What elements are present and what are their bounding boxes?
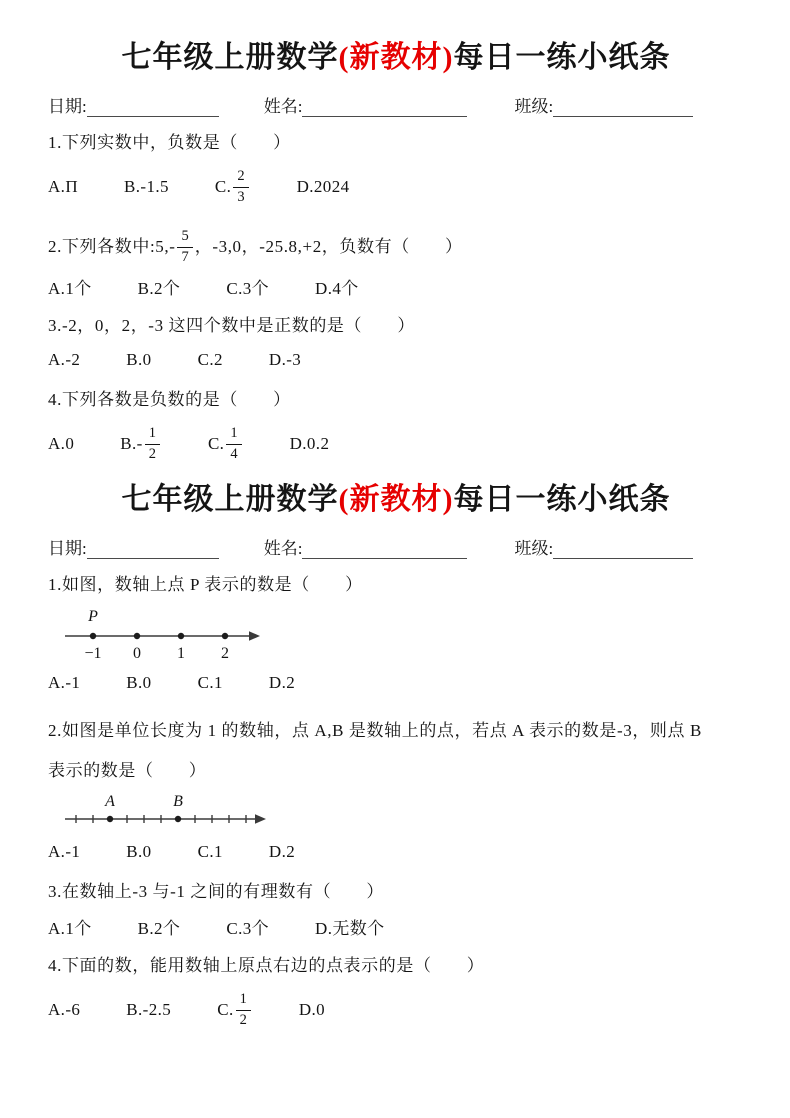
fraction: [226, 426, 241, 461]
option-b: B.-1.5: [124, 177, 169, 196]
field-class: [514, 92, 693, 117]
header-fields: [48, 92, 744, 117]
field-date-label: 日期:: [48, 539, 87, 558]
options-row: [48, 839, 744, 865]
title-pre: 七年级上册数学: [121, 483, 339, 516]
question-4: [48, 388, 744, 467]
option-c: C.2: [197, 350, 223, 369]
numberline-figure-ab: [62, 793, 744, 835]
numberline-tick-label: 1: [177, 645, 185, 662]
field-name-blank: [302, 539, 467, 559]
stem-line-2: 表示的数是（ ）: [48, 761, 207, 780]
option-b: B.2个: [137, 918, 181, 938]
option-b: B.0: [126, 673, 152, 692]
numerator: 5: [177, 229, 192, 247]
option-c: C.1: [197, 673, 223, 692]
option-b: B.2个: [137, 278, 181, 298]
option-c: C.1: [197, 842, 223, 861]
field-class-label: 班级:: [514, 539, 554, 558]
question-1: [48, 573, 744, 696]
fraction: [145, 426, 160, 461]
option-a: A.-1: [48, 842, 81, 861]
question-stem: 1.下列实数中，负数是（ ）: [48, 133, 291, 152]
field-name-label: 姓名:: [263, 539, 303, 558]
numberline-figure-p: [62, 606, 744, 666]
field-class: [514, 534, 693, 559]
option-d: D.0: [298, 1000, 326, 1019]
title-highlight: (新教材): [338, 41, 454, 74]
option-a: A.Π: [48, 177, 79, 196]
option-b: B.-2.5: [126, 1000, 172, 1019]
title-highlight: (新教材): [338, 483, 454, 516]
field-name: [264, 534, 468, 559]
option-d: D.2024: [296, 177, 350, 196]
options-row: [48, 347, 744, 373]
option-label: B.-: [120, 434, 143, 453]
stem-line-1: 2.如图是单位长度为 1 的数轴，点 A,B 是数轴上的点，若点 A 表示的数是-3，则点 B: [48, 721, 702, 740]
numerator: 1: [236, 992, 251, 1010]
header-fields: [48, 534, 744, 559]
field-class-label: 班级:: [514, 97, 554, 116]
field-name: [264, 92, 468, 117]
options-row: [48, 670, 744, 696]
numerator: 1: [145, 426, 160, 444]
option-label: C.: [214, 177, 232, 196]
question-stem: 3.在数轴上-3 与-1 之间的有理数有（ ）: [48, 882, 384, 901]
question-4: [48, 954, 744, 1033]
field-name-blank: [302, 97, 467, 117]
field-class-blank: [553, 97, 693, 117]
section-title: [48, 40, 744, 76]
worksheet-section-1: [48, 40, 744, 467]
numberline-tick-label: 0: [133, 645, 141, 662]
question-stem: 4.下面的数，能用数轴上原点右边的点表示的是（ ）: [48, 956, 485, 975]
field-name-label: 姓名:: [263, 97, 303, 116]
option-d: D.无数个: [315, 918, 385, 938]
options-row: [48, 421, 744, 467]
option-b: [120, 426, 162, 461]
option-a: A.-2: [48, 350, 81, 369]
field-date: [48, 534, 219, 559]
option-c: [208, 426, 244, 461]
option-d: D.2: [268, 842, 296, 861]
denominator: 2: [239, 1011, 247, 1028]
option-b: B.0: [126, 350, 152, 369]
fraction: [177, 229, 192, 264]
option-c: C.3个: [226, 918, 270, 938]
field-class-blank: [553, 539, 693, 559]
fraction: [236, 992, 251, 1027]
denominator: 3: [237, 188, 245, 205]
numberline-point-label: P: [88, 608, 98, 625]
title-pre: 七年级上册数学: [121, 41, 339, 74]
denominator: 4: [230, 445, 238, 462]
section-title: [48, 482, 744, 518]
option-d: D.-3: [268, 350, 302, 369]
question-3: [48, 880, 744, 939]
denominator: 2: [148, 445, 156, 462]
question-stem: 3.-2，0，2，-3 这四个数中是正数的是（ ）: [48, 316, 415, 335]
numerator: 2: [233, 169, 248, 187]
fraction: [233, 169, 248, 204]
option-b: B.0: [126, 842, 152, 861]
numberline-tick-label: −1: [84, 645, 102, 662]
stem-post: ，-3,0，-25.8,+2，负数有（ ）: [194, 237, 463, 256]
worksheet-section-2: [48, 482, 744, 1033]
numberline-point-a-label: A: [105, 793, 115, 810]
question-stem: [48, 711, 744, 791]
option-label: C.: [217, 1000, 234, 1019]
option-d: D.0.2: [289, 434, 330, 453]
option-a: A.1个: [48, 918, 92, 938]
option-a: A.-1: [48, 673, 81, 692]
question-stem: [48, 225, 744, 269]
option-d: D.4个: [315, 278, 359, 298]
question-stem: 1.如图，数轴上点 P 表示的数是（ ）: [48, 575, 363, 594]
option-a: A.0: [48, 434, 75, 453]
field-date-label: 日期:: [48, 97, 87, 116]
question-stem: 4.下列各数是负数的是（ ）: [48, 390, 291, 409]
options-row: [48, 913, 744, 939]
options-row: [48, 273, 744, 299]
question-2: [48, 225, 744, 299]
options-row: [48, 987, 744, 1033]
stem-pre: 2.下列各数中:5,-: [48, 237, 176, 256]
option-d: D.2: [268, 673, 296, 692]
option-a: A.-6: [48, 1000, 81, 1019]
option-c: C.3个: [226, 278, 270, 298]
numerator: 1: [226, 426, 241, 444]
options-row: [48, 164, 744, 210]
field-date-blank: [87, 97, 219, 117]
option-label: C.: [207, 434, 225, 453]
option-c: [215, 169, 251, 204]
option-c: [217, 992, 253, 1027]
field-date: [48, 92, 219, 117]
option-a: A.1个: [48, 278, 92, 298]
numberline-point-b-label: B: [173, 793, 183, 810]
title-post: 每日一练小纸条: [453, 41, 671, 74]
question-2: [48, 711, 744, 865]
question-1: [48, 131, 744, 210]
title-post: 每日一练小纸条: [453, 483, 671, 516]
numberline-tick-label: 2: [221, 645, 229, 662]
field-date-blank: [87, 539, 219, 559]
denominator: 7: [181, 248, 189, 265]
question-3: [48, 314, 744, 373]
